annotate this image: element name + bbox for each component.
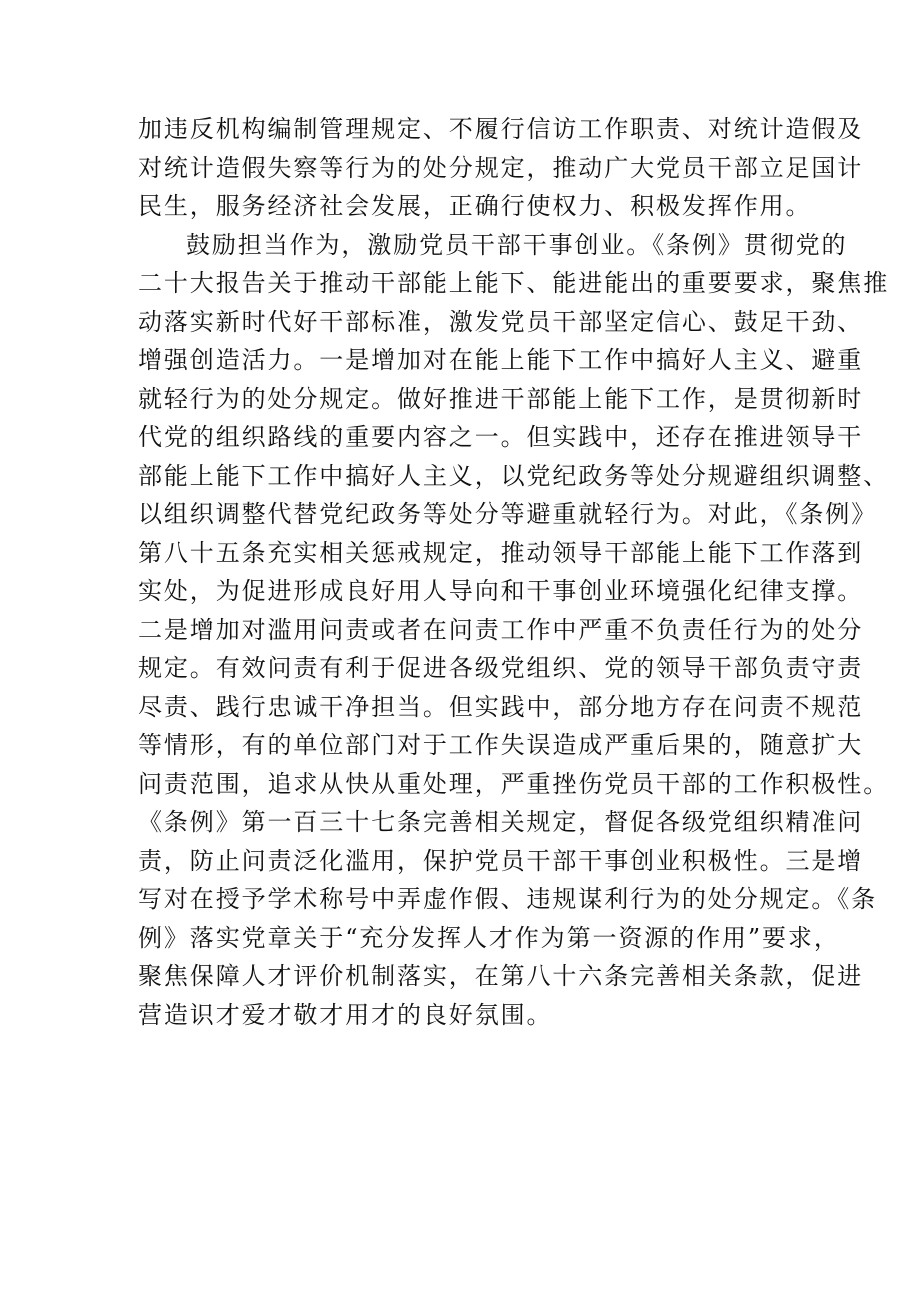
text-line: 规定。有效问责有利于促进各级党组织、党的领导干部负责守责 (138, 654, 864, 682)
text-line: 对统计造假失察等行为的处分规定，推动广大党员干部立足国计 (138, 153, 864, 182)
text-line: 第八十五条充实相关惩戒规定，推动领导干部能上能下工作落到 (138, 538, 864, 567)
text-line: 实处，为促进形成良好用人导向和干事创业环境强化纪律支撑。 (138, 577, 864, 605)
paragraph-start-line: 鼓励担当作为，激励党员干部干事创业。《条例》贯彻党的 (186, 230, 848, 259)
text-line: 聚焦保障人才评价机制落实，在第八十六条完善相关条款，促进 (138, 962, 864, 990)
text-line: 代党的组织路线的重要内容之一。但实践中，还存在推进领导干 (138, 423, 864, 451)
text-line: 以组织调整代替党纪政务等处分等避重就轻行为。对此，《条例》 (138, 500, 878, 528)
text-line: 二是增加对滥用问责或者在问责工作中严重不负责任行为的处分 (138, 615, 864, 644)
body-text (138, 110, 890, 1034)
text-line: 增强创造活力。一是增加对在能上能下工作中搞好人主义、避重 (138, 346, 864, 374)
text-line: 责，防止问责泛化滥用，保护党员干部干事创业积极性。三是增 (138, 846, 864, 875)
text-line: 等情形，有的单位部门对于工作失误造成严重后果的，随意扩大 (138, 731, 864, 759)
text-line: 例》落实党章关于“充分发挥人才作为第一资源的作用”要求， (138, 923, 840, 952)
text-line: 就轻行为的处分规定。做好推进干部能上能下工作，是贯彻新时 (138, 384, 864, 413)
text-line: 部能上能下工作中搞好人主义，以党纪政务等处分规避组织调整、 (138, 461, 890, 490)
text-line: 民生，服务经济社会发展，正确行使权力、积极发挥作用。 (138, 192, 812, 220)
text-line: 营造识才爱才敬才用才的良好氛围。 (138, 1000, 553, 1029)
text-line: 二十大报告关于推动干部能上能下、能进能出的重要要求，聚焦推 (138, 269, 890, 297)
text-line: 尽责、践行忠诚干净担当。但实践中，部分地方存在问责不规范 (138, 692, 864, 721)
text-line: 《条例》第一百三十七条完善相关规定，督促各级党组织精准问 (138, 808, 864, 836)
text-line: 动落实新时代好干部标准，激发党员干部坚定信心、鼓足干劲、 (138, 307, 864, 336)
text-line: 加违反机构编制管理规定、不履行信访工作职责、对统计造假及 (138, 115, 864, 143)
text-line: 问责范围，追求从快从重处理，严重挫伤党员干部的工作积极性。 (138, 769, 890, 798)
text-line: 写对在授予学术称号中弄虚作假、违规谋利行为的处分规定。《条 (138, 885, 878, 913)
